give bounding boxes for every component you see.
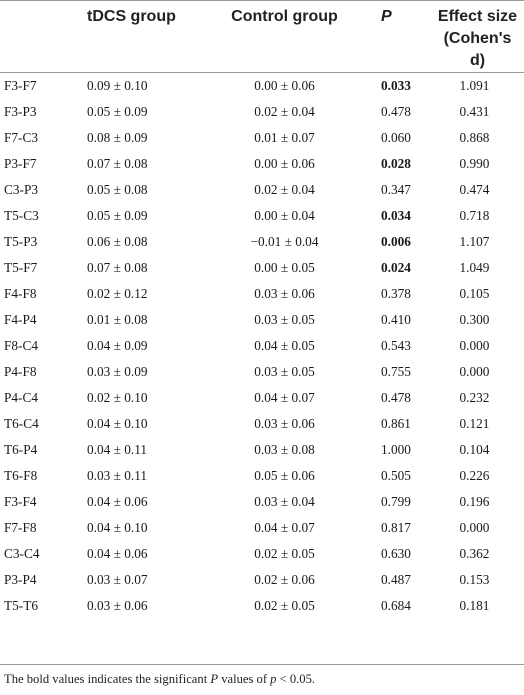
cell-effect-size: 0.226	[459, 468, 490, 483]
cell-tdcs: 0.02 ± 0.10	[87, 390, 148, 405]
cell-effect-size: 0.300	[459, 312, 490, 327]
table-row	[0, 307, 524, 333]
header-effect-line2: (Cohen's d)	[443, 30, 512, 69]
cell-effect-size: 0.104	[459, 442, 490, 457]
cell-tdcs: 0.02 ± 0.12	[87, 286, 148, 301]
table-row	[0, 229, 524, 255]
cell-tdcs: 0.01 ± 0.08	[87, 312, 148, 327]
cell-control: 0.03 ± 0.08	[254, 442, 315, 457]
cell-control: 0.03 ± 0.05	[254, 312, 315, 327]
cell-tdcs: 0.07 ± 0.08	[87, 156, 148, 171]
cell-p-value: 0.543	[381, 338, 411, 353]
cell-tdcs: 0.07 ± 0.08	[87, 260, 148, 275]
footnote-italic-p2: p	[270, 672, 277, 686]
table-body	[0, 73, 524, 620]
cell-tdcs: 0.05 ± 0.09	[87, 208, 148, 223]
footnote-prefix: The bold values indicates the significant	[4, 672, 211, 686]
cell-effect-size: 0.196	[459, 494, 490, 509]
cell-p-value: 0.347	[381, 182, 411, 197]
table-row	[0, 73, 524, 100]
cell-tdcs: 0.03 ± 0.06	[87, 598, 148, 613]
cell-effect-size: 0.474	[459, 182, 490, 197]
cell-effect-size: 1.091	[459, 78, 490, 93]
cell-control: 0.03 ± 0.06	[254, 286, 315, 301]
cell-p-value: 0.060	[381, 130, 411, 145]
cell-tdcs: 0.05 ± 0.09	[87, 104, 148, 119]
table-footnote	[4, 672, 315, 687]
cell-effect-size: 0.868	[459, 130, 490, 145]
cell-effect-size: 0.431	[459, 104, 490, 119]
cell-control: 0.03 ± 0.05	[254, 364, 315, 379]
cell-region: P4-C4	[4, 390, 38, 405]
cell-region: F4-P4	[4, 312, 37, 327]
table-row	[0, 255, 524, 281]
cell-region: F7-F8	[4, 520, 37, 535]
table-row	[0, 437, 524, 463]
cell-tdcs: 0.04 ± 0.10	[87, 416, 148, 431]
header-effect-line1: Effect size	[437, 8, 518, 25]
cell-effect-size: 0.232	[459, 390, 490, 405]
cell-tdcs: 0.03 ± 0.09	[87, 364, 148, 379]
table-row	[0, 151, 524, 177]
cell-region: T5-P3	[4, 234, 38, 249]
cell-control: 0.04 ± 0.07	[254, 390, 315, 405]
header-control: Control group	[231, 8, 338, 25]
cell-control: 0.04 ± 0.07	[254, 520, 315, 535]
header-region	[0, 0, 87, 73]
table-row	[0, 99, 524, 125]
header-row	[0, 0, 524, 73]
cell-control: 0.02 ± 0.04	[254, 104, 315, 119]
cell-p-value: 0.684	[381, 598, 411, 613]
cell-region: C3-P3	[4, 182, 38, 197]
cell-region: F3-F4	[4, 494, 37, 509]
cell-region: P3-P4	[4, 572, 37, 587]
cell-p-value: 0.006	[381, 234, 411, 249]
bottom-rule	[0, 664, 524, 665]
cell-tdcs: 0.06 ± 0.08	[87, 234, 148, 249]
cell-tdcs: 0.03 ± 0.07	[87, 572, 148, 587]
table-row	[0, 411, 524, 437]
table-row	[0, 333, 524, 359]
cell-tdcs: 0.04 ± 0.06	[87, 494, 148, 509]
cell-tdcs: 0.05 ± 0.08	[87, 182, 148, 197]
cell-p-value: 0.505	[381, 468, 411, 483]
cell-control: 0.01 ± 0.07	[254, 130, 315, 145]
cell-control: 0.02 ± 0.05	[254, 598, 315, 613]
cell-p-value: 0.033	[381, 78, 411, 93]
table-row	[0, 541, 524, 567]
cell-effect-size: 0.718	[459, 208, 490, 223]
cell-p-value: 0.024	[381, 260, 411, 275]
table-row	[0, 593, 524, 619]
cell-region: P3-F7	[4, 156, 37, 171]
cell-control: −0.01 ± 0.04	[250, 234, 319, 249]
cell-effect-size: 0.121	[459, 416, 490, 431]
cell-region: F3-P3	[4, 104, 37, 119]
cell-region: F3-F7	[4, 78, 37, 93]
table-row	[0, 203, 524, 229]
cell-control: 0.02 ± 0.05	[254, 546, 315, 561]
cell-control: 0.05 ± 0.06	[254, 468, 315, 483]
cell-p-value: 0.378	[381, 286, 411, 301]
cell-p-value: 0.799	[381, 494, 411, 509]
cell-control: 0.00 ± 0.05	[254, 260, 315, 275]
cell-control: 0.00 ± 0.06	[254, 78, 315, 93]
cell-effect-size: 0.990	[459, 156, 490, 171]
cell-region: T5-C3	[4, 208, 39, 223]
cell-tdcs: 0.04 ± 0.10	[87, 520, 148, 535]
cell-control: 0.02 ± 0.06	[254, 572, 315, 587]
cell-region: C3-C4	[4, 546, 40, 561]
table-row	[0, 567, 524, 593]
cell-tdcs: 0.04 ± 0.06	[87, 546, 148, 561]
cell-effect-size: 0.105	[459, 286, 490, 301]
footnote-suffix: < 0.05.	[276, 672, 316, 686]
table-row	[0, 359, 524, 385]
cell-effect-size: 1.049	[459, 260, 490, 275]
cell-effect-size: 1.107	[459, 234, 490, 249]
cell-effect-size: 0.153	[459, 572, 490, 587]
cell-tdcs: 0.09 ± 0.10	[87, 78, 148, 93]
cell-p-value: 0.817	[381, 520, 411, 535]
cell-tdcs: 0.03 ± 0.11	[87, 468, 147, 483]
cell-region: T6-P4	[4, 442, 38, 457]
cell-p-value: 0.478	[381, 390, 411, 405]
table-row	[0, 125, 524, 151]
cell-effect-size: 0.000	[459, 338, 490, 353]
cell-control: 0.03 ± 0.04	[254, 494, 315, 509]
cell-p-value: 0.410	[381, 312, 411, 327]
cell-p-value: 0.861	[381, 416, 411, 431]
cell-region: F8-C4	[4, 338, 38, 353]
table-row	[0, 463, 524, 489]
cell-tdcs: 0.08 ± 0.09	[87, 130, 148, 145]
table-row	[0, 515, 524, 541]
cell-control: 0.03 ± 0.06	[254, 416, 315, 431]
header-p: P	[381, 8, 392, 25]
cell-effect-size: 0.362	[459, 546, 490, 561]
cell-control: 0.00 ± 0.06	[254, 156, 315, 171]
cell-region: F7-C3	[4, 130, 38, 145]
cell-p-value: 0.028	[381, 156, 411, 171]
footnote-middle: values of	[218, 672, 271, 686]
table-row	[0, 281, 524, 307]
cell-tdcs: 0.04 ± 0.11	[87, 442, 147, 457]
cell-p-value: 0.034	[381, 208, 411, 223]
cell-region: F4-F8	[4, 286, 37, 301]
cell-p-value: 1.000	[381, 442, 411, 457]
cell-region: T5-F7	[4, 260, 38, 275]
cell-p-value: 0.478	[381, 104, 411, 119]
header-tdcs: tDCS group	[87, 8, 176, 25]
cell-tdcs: 0.04 ± 0.09	[87, 338, 148, 353]
cell-p-value: 0.755	[381, 364, 411, 379]
cell-effect-size: 0.000	[459, 520, 490, 535]
cell-control: 0.04 ± 0.05	[254, 338, 315, 353]
cell-region: P4-F8	[4, 364, 37, 379]
cell-region: T6-C4	[4, 416, 39, 431]
footnote-italic-p: P	[210, 672, 219, 686]
header-effect-size	[435, 0, 524, 73]
table-row	[0, 489, 524, 515]
cell-control: 0.02 ± 0.04	[254, 182, 315, 197]
cell-region: T5-T6	[4, 598, 38, 613]
cell-effect-size: 0.181	[459, 598, 490, 613]
cell-control: 0.00 ± 0.04	[254, 208, 315, 223]
table-row	[0, 385, 524, 411]
table-row	[0, 177, 524, 203]
cell-p-value: 0.487	[381, 572, 411, 587]
cell-effect-size: 0.000	[459, 364, 490, 379]
cell-p-value: 0.630	[381, 546, 411, 561]
cell-region: T6-F8	[4, 468, 38, 483]
